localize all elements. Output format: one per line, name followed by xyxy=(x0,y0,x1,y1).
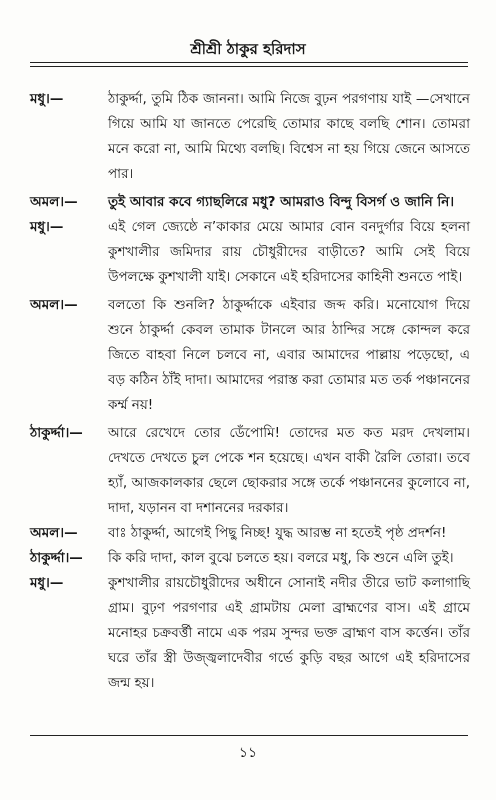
dialogue-entry xyxy=(30,87,470,187)
dialogue-entry xyxy=(30,215,470,290)
dialogue-body xyxy=(30,87,470,696)
dialogue-text: বাঃ ঠাকুর্দ্দা, আগেই পিছু নিচ্ছ! যুদ্ধ আরম্ভ না হতেই পৃষ্ঠ প্রদর্শন! xyxy=(108,525,447,541)
dialogue-text: আরে রেখেদে তোর ডেঁপোমি! তোদের মত কত মরদ দেখলাম। দেখতে দেখতে চুল পেকে শন হয়েছে। এখন বাকী রৈলি তোরা। তবে হ্যাঁ, আজকালকার ছেলে ছোকরার সঙ্গে তর্কে পঞ্চাননের কুলোবে না, দাদা, যড়ানন বা দশাননের দরকার। xyxy=(108,425,470,516)
speaker-name: ঠাকুর্দ্দা।— xyxy=(30,425,83,441)
dialogue-entry xyxy=(30,546,470,571)
header-rule-thin xyxy=(30,66,468,67)
speaker-name: মধু।— xyxy=(30,91,64,107)
speaker-name: মধু।— xyxy=(30,219,64,235)
dialogue-text: তুই আবার কবে গ্যাছলিরে মধু? আমরাও বিন্দু বিসর্গ ও জানি নি। xyxy=(108,194,455,210)
dialogue-entry xyxy=(30,421,470,521)
speaker-name: মধু।— xyxy=(30,575,64,591)
dialogue-entry xyxy=(30,571,470,696)
speaker-name: অমল।— xyxy=(30,525,78,541)
dialogue-text: বলতো কি শুনলি? ঠাকুর্দ্দাকে এইবার জব্দ করি। মনোযোগ দিয়ে শুনে ঠাকুর্দ্দা কেবল তামাক টানলে আর ঠান্দির সঙ্গে কোন্দল করে জিতে বাহবা নিলে চলবে না, এবার আমাদের পাল্লায় পড়েছো, এ বড় কঠিন ঠাঁই দাদা। আমাদের পরাস্ত করা তোমার মত তর্ক পঞ্চাননের কর্ম্ম নয়! xyxy=(108,297,470,413)
dialogue-text: কি করি দাদা, কাল বুঝে চলতে হয়। বলরে মধু, কি শুনে এলি তুই। xyxy=(108,550,454,566)
dialogue-entry xyxy=(30,521,470,546)
running-header: শ্রীশ্রী ঠাকুর হরিদাস xyxy=(190,40,306,58)
speaker-name: অমল।— xyxy=(30,297,78,313)
speaker-name: অমল।— xyxy=(30,194,78,210)
header-rule xyxy=(30,62,468,63)
dialogue-entry xyxy=(30,293,470,418)
footer-rule xyxy=(30,735,468,736)
dialogue-entry xyxy=(30,190,470,215)
page-number: ১১ xyxy=(238,745,258,761)
dialogue-text: কুশখালীর রায়চৌধুরীদের অধীনে সোনাই নদীর তীরে ভাট কলাগাছি গ্রাম। বুঢ়ণ পরগণার এই গ্রামটায় মেলা ব্রাহ্মণের বাস। এই গ্রামে মনোহর চক্রবর্ত্তী নামে এক পরম সুন্দর ভক্ত ব্রাহ্মণ বাস কর্ত্তেন। তাঁর ঘরে তাঁর স্ত্রী উজ্জ্বলাদেবীর গর্ভে কুড়ি বছর আগে এই হরিদাসের জন্ম হয়। xyxy=(108,575,470,691)
dialogue-text: এই গেল জ্যেষ্ঠে ন’কাকার মেয়ে আমার বোন বনদুর্গার বিয়ে হলনা কুশখালীর জমিদার রায় চৌধুরীদের বাড়ীতে? আমি সেই বিয়ে উপলক্ষে কুশখালী যাই। সেকানে এই হরিদাসের কাহিনী শুনতে পাই। xyxy=(108,219,470,285)
dialogue-text: ঠাকুর্দ্দা, তুমি ঠিক জাননা। আমি নিজে বুঢ়ন পরগণায় যাই —সেখানে গিয়ে আমি যা জানতে পেরেছি তোমার কাছে বলছি শোন। তোমরা মনে করো না, আমি মিথ্যে বলছি। বিশ্বেস না হয় গিয়ে জেনে আসতে পার। xyxy=(108,91,470,182)
speaker-name: ঠাকুর্দ্দা।— xyxy=(30,550,83,566)
